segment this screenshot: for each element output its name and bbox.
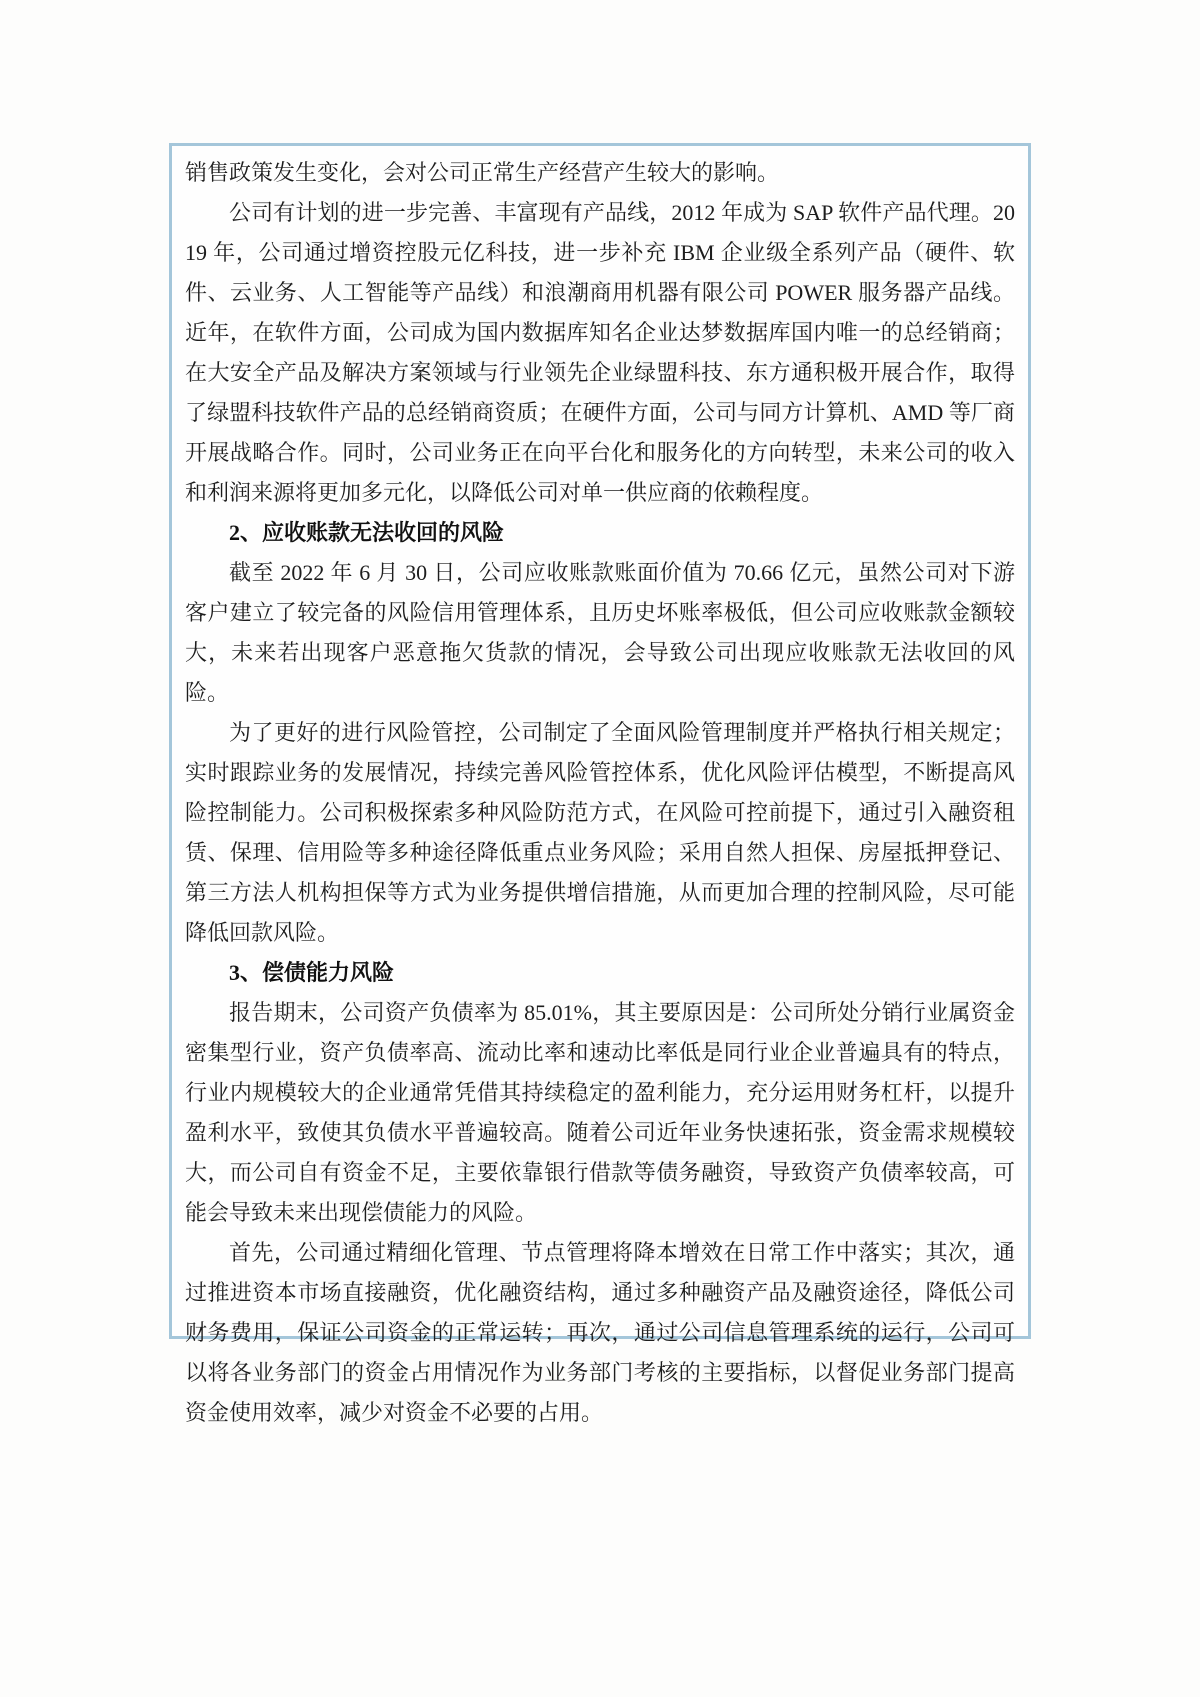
paragraph: 公司有计划的进一步完善、丰富现有产品线，2012 年成为 SAP 软件产品代理。2019 年，公司通过增资控股元亿科技，进一步补充 IBM 企业级全系列产品（硬件、软件、云业务、人工智能等产品线）和浪潮商用机器有限公司 POWER 服务器产品线。近年，在软件方面，公司成为国内数据库知名企业达梦数据库国内唯一的总经销商；在大安全产品及解决方案领域与行业领先企业绿盟科技、东方通积极开展合作，取得了绿盟科技软件产品的总经销商资质；在硬件方面，公司与同方计算机、AMD 等厂商开展战略合作。同时，公司业务正在向平台化和服务化的方向转型，未来公司的收入和利润来源将更加多元化，以降低公司对单一供应商的依赖程度。	[185, 200, 1015, 505]
section-heading: 2、应收账款无法收回的风险	[229, 520, 505, 545]
section-heading: 3、偿债能力风险	[229, 960, 395, 985]
paragraph: 销售政策发生变化，会对公司正常生产经营产生较大的影响。	[185, 160, 780, 185]
paragraph: 为了更好的进行风险管控，公司制定了全面风险管理制度并严格执行相关规定；实时跟踪业务的发展情况，持续完善风险管控体系，优化风险评估模型，不断提高风险控制能力。公司积极探索多种风险防范方式，在风险可控前提下，通过引入融资租赁、保理、信用险等多种途径降低重点业务风险；采用自然人担保、房屋抵押登记、第三方法人机构担保等方式为业务提供增信措施，从而更加合理的控制风险，尽可能降低回款风险。	[185, 720, 1015, 945]
paragraph: 首先，公司通过精细化管理、节点管理将降本增效在日常工作中落实；其次，通过推进资本市场直接融资，优化融资结构，通过多种融资产品及融资途径，降低公司财务费用，保证公司资金的正常运转；再次，通过公司信息管理系统的运行，公司可以将各业务部门的资金占用情况作为业务部门考核的主要指标，以督促业务部门提高资金使用效率，减少对资金不必要的占用。	[185, 1240, 1015, 1425]
risk-disclosure-box	[169, 143, 1031, 1425]
paragraph: 截至 2022 年 6 月 30 日，公司应收账款账面价值为 70.66 亿元，虽然公司对下游客户建立了较完备的风险信用管理体系，且历史坏账率极低，但公司应收账款金额较大，未来若出现客户恶意拖欠货款的情况，会导致公司出现应收账款无法收回的风险。	[185, 560, 1015, 705]
paragraph: 报告期末，公司资产负债率为 85.01%，其主要原因是：公司所处分销行业属资金密集型行业，资产负债率高、流动比率和速动比率低是同行业企业普遍具有的特点，行业内规模较大的企业通常凭借其持续稳定的盈利能力，充分运用财务杠杆，以提升盈利水平，致使其负债水平普遍较高。随着公司近年业务快速拓张，资金需求规模较大，而公司自有资金不足，主要依靠银行借款等债务融资，导致资产负债率较高，可能会导致未来出现偿债能力的风险。	[185, 1000, 1015, 1225]
